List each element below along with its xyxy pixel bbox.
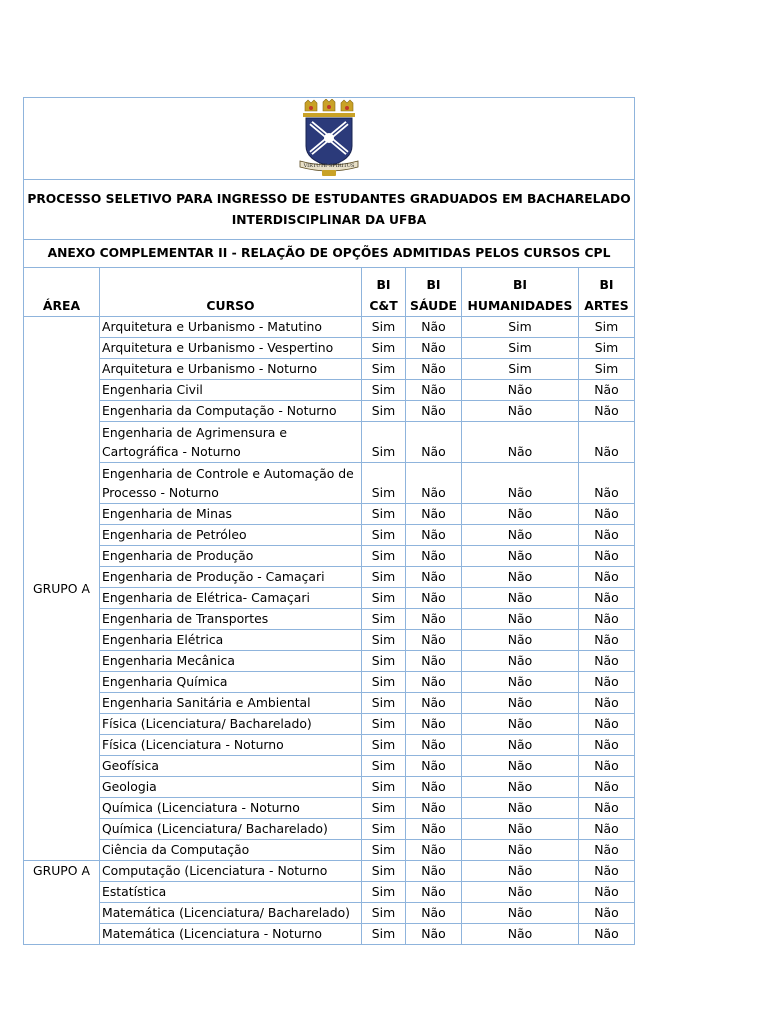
bi-ct-cell: Sim <box>362 651 406 672</box>
bi-saude-cell: Não <box>406 651 462 672</box>
bi-humanidades-cell: Não <box>462 861 579 882</box>
bi-saude-cell: Não <box>406 525 462 546</box>
bi-ct-cell: Sim <box>362 567 406 588</box>
area-cell: GRUPO A <box>24 861 100 945</box>
curso-cell: Engenharia da Computação - Noturno <box>100 401 362 422</box>
header-bi-saude: BI SÁUDE <box>406 268 462 317</box>
table-row <box>24 756 635 777</box>
table-row <box>24 359 635 380</box>
bi-artes-cell: Não <box>579 651 635 672</box>
bi-artes-cell: Não <box>579 567 635 588</box>
bi-saude-cell: Não <box>406 882 462 903</box>
curso-cell: Química (Licenciatura/ Bacharelado) <box>100 819 362 840</box>
bi-humanidades-cell: Não <box>462 401 579 422</box>
header-bi-artes: BI ARTES <box>579 268 635 317</box>
bi-artes-cell: Não <box>579 777 635 798</box>
header-bi-ct: BI C&T <box>362 268 406 317</box>
bi-artes-cell: Não <box>579 735 635 756</box>
bi-ct-cell: Sim <box>362 401 406 422</box>
area-cell: GRUPO A <box>24 317 100 861</box>
bi-saude-cell: Não <box>406 777 462 798</box>
bi-saude-cell: Não <box>406 317 462 338</box>
logo-cell <box>24 98 635 180</box>
bi-artes-cell: Sim <box>579 317 635 338</box>
bi-saude-cell: Não <box>406 504 462 525</box>
curso-cell: Física (Licenciatura/ Bacharelado) <box>100 714 362 735</box>
bi-humanidades-cell: Não <box>462 840 579 861</box>
bi-humanidades-cell: Não <box>462 567 579 588</box>
table-row <box>24 317 635 338</box>
bi-artes-cell: Não <box>579 546 635 567</box>
bi-artes-cell: Não <box>579 463 635 504</box>
header-bi-humanidades: BI HUMANIDADES <box>462 268 579 317</box>
bi-artes-cell: Não <box>579 672 635 693</box>
bi-saude-cell: Não <box>406 422 462 463</box>
table-row <box>24 525 635 546</box>
bi-saude-cell: Não <box>406 630 462 651</box>
curso-cell: Engenharia de Transportes <box>100 609 362 630</box>
table-row <box>24 609 635 630</box>
curso-cell: Engenharia de Elétrica- Camaçari <box>100 588 362 609</box>
table-row <box>24 798 635 819</box>
table-row <box>24 882 635 903</box>
bi-saude-cell: Não <box>406 380 462 401</box>
table-row <box>24 630 635 651</box>
bi-artes-cell: Não <box>579 422 635 463</box>
annex-title: ANEXO COMPLEMENTAR II - RELAÇÃO DE OPÇÕES ADMITIDAS PELOS CURSOS CPL <box>24 240 635 268</box>
bi-artes-cell: Não <box>579 819 635 840</box>
curso-cell: Engenharia de Agrimensura e Cartográfica - Noturno <box>100 422 362 463</box>
bi-saude-cell: Não <box>406 798 462 819</box>
bi-saude-cell: Não <box>406 401 462 422</box>
bi-artes-cell: Não <box>579 882 635 903</box>
bi-artes-cell: Não <box>579 756 635 777</box>
bi-saude-cell: Não <box>406 567 462 588</box>
bi-ct-cell: Sim <box>362 840 406 861</box>
table-row <box>24 693 635 714</box>
table-row <box>24 401 635 422</box>
curso-cell: Engenharia Elétrica <box>100 630 362 651</box>
document-title: PROCESSO SELETIVO PARA INGRESSO DE ESTUDANTES GRADUADOS EM BACHARELADO INTERDISCIPLINAR DA UFBA <box>24 180 635 240</box>
bi-humanidades-cell: Sim <box>462 359 579 380</box>
bi-humanidades-cell: Não <box>462 380 579 401</box>
curso-cell: Matemática (Licenciatura/ Bacharelado) <box>100 903 362 924</box>
bi-saude-cell: Não <box>406 861 462 882</box>
bi-humanidades-cell: Não <box>462 924 579 945</box>
bi-ct-cell: Sim <box>362 777 406 798</box>
bi-ct-cell: Sim <box>362 714 406 735</box>
bi-artes-cell: Não <box>579 504 635 525</box>
bi-saude-cell: Não <box>406 609 462 630</box>
table-row <box>24 380 635 401</box>
bi-ct-cell: Sim <box>362 861 406 882</box>
bi-ct-cell: Sim <box>362 422 406 463</box>
table-row <box>24 588 635 609</box>
table-row <box>24 651 635 672</box>
ufba-crest-icon <box>297 99 361 179</box>
table-row <box>24 422 635 463</box>
bi-humanidades-cell: Não <box>462 588 579 609</box>
bi-humanidades-cell: Sim <box>462 317 579 338</box>
bi-artes-cell: Sim <box>579 359 635 380</box>
bi-artes-cell: Não <box>579 903 635 924</box>
bi-artes-cell: Não <box>579 588 635 609</box>
bi-artes-cell: Não <box>579 380 635 401</box>
bi-saude-cell: Não <box>406 903 462 924</box>
bi-humanidades-cell: Não <box>462 903 579 924</box>
bi-humanidades-cell: Não <box>462 504 579 525</box>
bi-saude-cell: Não <box>406 714 462 735</box>
bi-ct-cell: Sim <box>362 735 406 756</box>
bi-humanidades-cell: Sim <box>462 338 579 359</box>
bi-ct-cell: Sim <box>362 672 406 693</box>
bi-saude-cell: Não <box>406 588 462 609</box>
curso-cell: Engenharia de Produção - Camaçari <box>100 567 362 588</box>
table-row <box>24 546 635 567</box>
bi-artes-cell: Não <box>579 840 635 861</box>
curso-cell: Computação (Licenciatura - Noturno <box>100 861 362 882</box>
bi-ct-cell: Sim <box>362 903 406 924</box>
bi-ct-cell: Sim <box>362 798 406 819</box>
curso-cell: Engenharia de Produção <box>100 546 362 567</box>
bi-humanidades-cell: Não <box>462 609 579 630</box>
bi-humanidades-cell: Não <box>462 525 579 546</box>
bi-humanidades-cell: Não <box>462 735 579 756</box>
bi-artes-cell: Não <box>579 693 635 714</box>
bi-ct-cell: Sim <box>362 504 406 525</box>
bi-saude-cell: Não <box>406 546 462 567</box>
curso-cell: Ciência da Computação <box>100 840 362 861</box>
bi-humanidades-cell: Não <box>462 882 579 903</box>
bi-ct-cell: Sim <box>362 882 406 903</box>
table-row <box>24 903 635 924</box>
header-row <box>24 268 635 317</box>
bi-ct-cell: Sim <box>362 463 406 504</box>
table-row <box>24 840 635 861</box>
bi-humanidades-cell: Não <box>462 651 579 672</box>
bi-ct-cell: Sim <box>362 317 406 338</box>
bi-humanidades-cell: Não <box>462 756 579 777</box>
curso-cell: Engenharia Civil <box>100 380 362 401</box>
table-row <box>24 735 635 756</box>
header-area: ÁREA <box>24 268 100 317</box>
bi-ct-cell: Sim <box>362 609 406 630</box>
bi-ct-cell: Sim <box>362 380 406 401</box>
bi-artes-cell: Não <box>579 924 635 945</box>
bi-artes-cell: Não <box>579 525 635 546</box>
curso-cell: Física (Licenciatura - Noturno <box>100 735 362 756</box>
curso-cell: Engenharia Mecânica <box>100 651 362 672</box>
curso-cell: Arquitetura e Urbanismo - Noturno <box>100 359 362 380</box>
bi-ct-cell: Sim <box>362 819 406 840</box>
curso-cell: Matemática (Licenciatura - Noturno <box>100 924 362 945</box>
bi-saude-cell: Não <box>406 672 462 693</box>
table-row <box>24 924 635 945</box>
curso-cell: Arquitetura e Urbanismo - Matutino <box>100 317 362 338</box>
table-row <box>24 463 635 504</box>
courses-table <box>23 97 635 945</box>
bi-saude-cell: Não <box>406 693 462 714</box>
bi-artes-cell: Não <box>579 798 635 819</box>
curso-cell: Engenharia Sanitária e Ambiental <box>100 693 362 714</box>
bi-artes-cell: Não <box>579 630 635 651</box>
curso-cell: Geologia <box>100 777 362 798</box>
bi-ct-cell: Sim <box>362 525 406 546</box>
header-curso: CURSO <box>100 268 362 317</box>
bi-saude-cell: Não <box>406 756 462 777</box>
bi-saude-cell: Não <box>406 735 462 756</box>
bi-humanidades-cell: Não <box>462 693 579 714</box>
bi-ct-cell: Sim <box>362 924 406 945</box>
bi-ct-cell: Sim <box>362 588 406 609</box>
curso-cell: Engenharia Química <box>100 672 362 693</box>
bi-artes-cell: Sim <box>579 338 635 359</box>
bi-saude-cell: Não <box>406 819 462 840</box>
table-row <box>24 819 635 840</box>
bi-humanidades-cell: Não <box>462 422 579 463</box>
bi-ct-cell: Sim <box>362 693 406 714</box>
bi-saude-cell: Não <box>406 840 462 861</box>
curso-cell: Química (Licenciatura - Noturno <box>100 798 362 819</box>
bi-humanidades-cell: Não <box>462 798 579 819</box>
bi-humanidades-cell: Não <box>462 714 579 735</box>
curso-cell: Estatística <box>100 882 362 903</box>
bi-ct-cell: Sim <box>362 630 406 651</box>
bi-artes-cell: Não <box>579 861 635 882</box>
bi-artes-cell: Não <box>579 401 635 422</box>
bi-ct-cell: Sim <box>362 359 406 380</box>
bi-saude-cell: Não <box>406 338 462 359</box>
curso-cell: Geofísica <box>100 756 362 777</box>
bi-artes-cell: Não <box>579 609 635 630</box>
curso-cell: Engenharia de Controle e Automação de Processo - Noturno <box>100 463 362 504</box>
bi-artes-cell: Não <box>579 714 635 735</box>
motto-text: VIRTUTE SPIRITUS <box>303 163 355 169</box>
bi-humanidades-cell: Não <box>462 777 579 798</box>
table-row <box>24 504 635 525</box>
table-row <box>24 714 635 735</box>
bi-ct-cell: Sim <box>362 546 406 567</box>
bi-ct-cell: Sim <box>362 756 406 777</box>
bi-ct-cell: Sim <box>362 338 406 359</box>
bi-humanidades-cell: Não <box>462 819 579 840</box>
bi-humanidades-cell: Não <box>462 463 579 504</box>
curso-cell: Engenharia de Petróleo <box>100 525 362 546</box>
bi-humanidades-cell: Não <box>462 630 579 651</box>
curso-cell: Arquitetura e Urbanismo - Vespertino <box>100 338 362 359</box>
bi-saude-cell: Não <box>406 359 462 380</box>
curso-cell: Engenharia de Minas <box>100 504 362 525</box>
table-row <box>24 338 635 359</box>
bi-saude-cell: Não <box>406 463 462 504</box>
bi-humanidades-cell: Não <box>462 546 579 567</box>
table-row <box>24 672 635 693</box>
table-row <box>24 777 635 798</box>
table-row <box>24 567 635 588</box>
table-row <box>24 861 635 882</box>
bi-humanidades-cell: Não <box>462 672 579 693</box>
bi-saude-cell: Não <box>406 924 462 945</box>
